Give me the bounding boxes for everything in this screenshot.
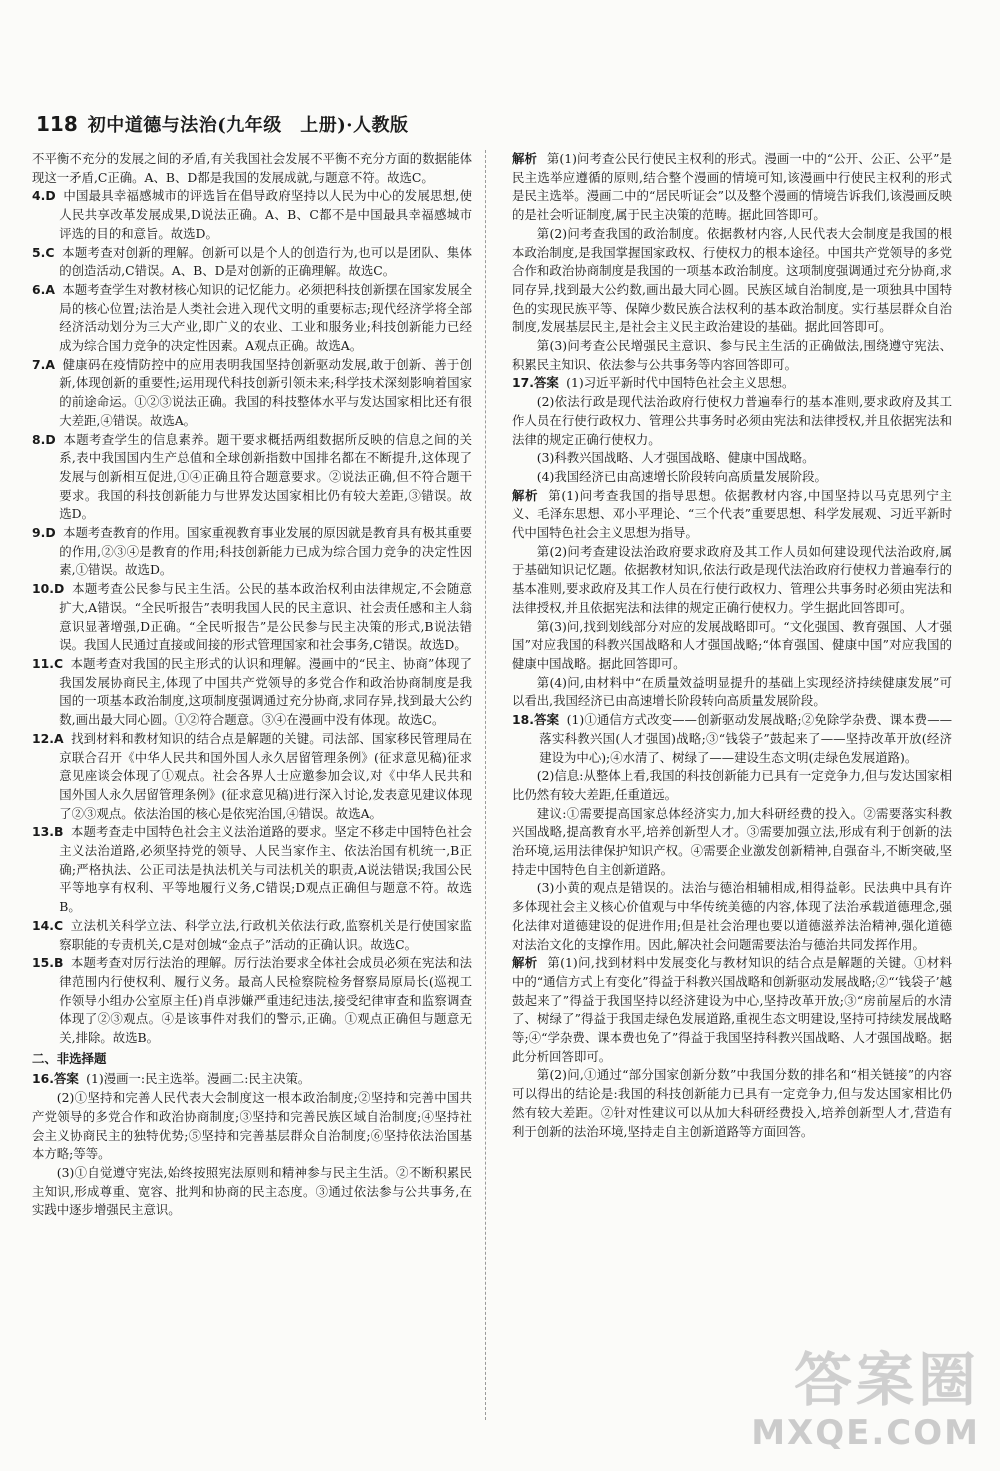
answer-item [32,356,472,431]
answer-paragraph: (2)①坚持和完善人民代表大会制度这一根本政治制度;②坚持和完善中国共产党领导的多党合作和政治协商制度;③坚持和完善民族区域自治制度;④坚持社会主义协商民主的独特优势;⑤坚持和完善基层群众自治制度;⑥坚持依法治国基本方略;等等。 [32,1090,472,1162]
analysis-text: 第(1)问考查公民行使民主权利的形式。漫画一中的“公开、公正、公平”是民主选举应遵循的原则,结合整个漫画的情境可知,该漫画中行使民主权利的形式是民主选举。漫画二中的“居民听证会”以及整个漫画的情境告诉我们,该漫画反映的是社会听证制度,属于民主决策的范畴。据此回答即可。 [512,151,952,223]
item-number: 18.答案 [512,712,560,728]
item-text: 立法机关科学立法、科学立法,行政机关依法行政,监察机关是行使国家监察职能的专责机关,C是对创城“金点子”活动的正确认识。故选C。 [59,917,472,952]
item-number: 9.D [32,525,56,541]
analysis-tag: 解析 [512,955,538,971]
book-title: 初中道德与法治(九年级 上册)·人教版 [87,115,409,136]
item-text: 本题考查对厉行法治的理解。厉行法治要求全体社会成员必须在宪法和法律范围内行使权利、履行义务。最高人民检察院检务督察局原局长(巡视工作领导小组办公室原主任)肖卓涉嫌严重违纪违法,接受纪律审查和监察调查体现了②③观点。④是该事件对我们的警示,正确。①观点正确但与题意无关,排除。故选B。 [59,955,472,1046]
item-text: 本题考查对我国的民主形式的认识和理解。漫画中的“民主、协商”体现了我国发展协商民主,体现了中国共产党领导的多党合作和政治协商制度是我国的一项基本政治制度,这项制度强调通过充分协商,求同存异,找到最大公约数,画出最大同心圆。①②符合题意。③④在漫画中没有体现。故选C。 [59,655,472,728]
right-column [512,150,952,1141]
item-text: 本题考查对创新的理解。创新可以是个人的创造行为,也可以是团队、集体的创造活动,C错误。A、B、D是对创新的正确理解。故选C。 [59,244,472,279]
answer-item [32,954,472,1048]
answer-item [32,281,472,356]
analysis-text: 第(1)问,找到材料中发展变化与教材知识的结合点是解题的关键。①材料中的“通信方式上有变化”得益于科教兴国战略和创新驱动发展战略;②“‘钱袋子’越鼓起来了”得益于我国坚持以经济建设为中心,坚持改革开放;③“房前屋后的水清了、树绿了”得益于我国走绿色发展道路,重视生态文明建设,坚持可持续发展战略等;④“学杂费、课本费也免了”得益于我国坚持科教兴国战略、人才强国战略。据此分析回答即可。 [512,955,952,1064]
answer-item [32,580,472,655]
item-text: (1)漫画一:民主选举。漫画二:民主决策。 [86,1071,311,1087]
analysis-tag: 解析 [512,487,539,503]
item-number: 17.答案 [512,375,559,391]
answer-item [32,917,472,954]
answer-paragraph: (3)小黄的观点是错误的。法治与德治相辅相成,相得益彰。民法典中具有许多体现社会主义核心价值观与中华传统美德的内容,体现了法治承载道德理念,强化法律对道德建设的促进作用;但是社会治理也要以道德滋养法治精神,强化道德对法治文化的支撑作用。因此,解决社会问题需要法治与德治共同发挥作用。 [512,880,952,952]
item-text: (1)①通信方式改变——创新驱动发展战略;②免除学杂费、课本费——落实科教兴国(人才强国)战略;③“钱袋子”鼓起来了——坚持改革开放(经济建设为中心);④水清了、树绿了——建设生态文明(走绿色发展道路)。 [539,712,952,765]
analysis-paragraph: 第(2)问考查我国的政治制度。依据教材内容,人民代表大会制度是我国的根本政治制度,是我国掌握国家政权、行使权力的根本途径。中国共产党领导的多党合作和政治协商制度是我国的一项基本政治制度。这项制度强调通过充分协商,求同存异,找到最大公约数,画出最大同心圆。民族区域自治制度,是一项独具中国特色的实现民族平等、保障少数民族合法权利的基本政治制度。实行基层群众自治制度,发展基层民主,是社会主义民主政治建设的基础。据此回答即可。 [512,225,952,335]
answer-item [32,730,472,824]
analysis-paragraph [512,487,952,543]
answer-item [32,823,472,917]
item-number: 7.A [32,356,55,372]
answer-item [32,244,472,281]
item-number: 15.B [32,955,64,971]
answer-paragraph: (2)信息:从整体上看,我国的科技创新能力已具有一定竞争力,但与发达国家相比仍然有较大差距,任重道远。 [512,768,952,802]
answer-paragraph: (2)依法行政是现代法治政府行使权力普遍奉行的基本准则,要求政府及其工作人员在行使行政权力、管理公共事务时必须由宪法和法律授权,并且依据宪法和法律的规定正确行使权力。 [512,394,952,447]
item-number: 14.C [32,917,64,933]
answer-item [32,524,472,580]
analysis-paragraph [512,954,952,1066]
answer-q17 [512,374,952,393]
answer-item [32,655,472,730]
page-number: 118 [36,112,78,136]
site-watermark [730,1347,980,1457]
item-number: 16.答案 [32,1071,79,1087]
item-text: 本题考查走中国特色社会主义法治道路的要求。坚定不移走中国特色社会主义法治道路,必须坚持党的领导、人民当家作主、依法治国有机统一,B正确;严格执法、公正司法是执法机关与司法机关的职责,A说法错误;我国公民平等地享有权利、平等地履行义务,C错误;D观点正确但与题意不符。故选B。 [59,824,472,915]
item-number: 10.D [32,581,65,597]
answer-item [32,431,472,525]
analysis-tag: 解析 [512,151,537,166]
item-text: 找到材料和教材知识的结合点是解题的关键。司法部、国家移民管理局在京联合召开《中华人民共和国外国人永久居留管理条例》(征求意见稿)征求意见座谈会体现了①观点。社会各界人士应邀参加会议,对《中华人民共和国外国人永久居留管理条例》(征求意见稿)进行深入讨论,发表意见建议体现了②③观点。依法治国的核心是依宪治国,④错误。故选A。 [59,730,472,821]
intro-paragraph: 不平衡不充分的发展之间的矛盾,有关我国社会发展不平衡不充分方面的数据能体现这一矛盾,C正确。A、B、D都是我国的发展成就,与题意不符。故选C。 [32,151,472,185]
watermark-logo: 答案圈 [793,1346,980,1414]
analysis-paragraph: 第(3)问考查公民增强民主意识、参与民主生活的正确做法,围绕遵守宪法、积累民主知识、依法参与公共事务等内容回答即可。 [512,338,952,372]
item-text: 本题考查教育的作用。国家重视教育事业发展的原因就是教育具有极其重要的作用,②③④是教育的作用;科技创新能力已成为综合国力竞争的决定性因素,①错误。故选D。 [59,525,472,578]
item-number: 4.D [32,188,56,204]
item-number: 6.A [32,281,55,297]
item-number: 12.A [32,730,64,746]
item-number: 8.D [32,431,56,447]
item-text: 健康码在疫情防控中的应用表明我国坚持创新驱动发展,敢于创新、善于创新,体现创新的重要性;运用现代科技创新引领未来;科学技术深刻影响着国家的前途命运。①②③说法正确。我国的科技整体水平与发达国家相比还有很大差距,④错误。故选A。 [59,356,472,428]
left-column [32,150,472,1220]
answer-paragraph: (3)科教兴国战略、人才强国战略、健康中国战略。 [536,450,815,466]
analysis-paragraph: 第(2)问考查建设法治政府要求政府及其工作人员如何建设现代法治政府,属于基础知识记忆题。依据教材知识,依法行政是现代法治政府行使权力普遍奉行的基本准则,要求政府及其工作人员在行使行政权力、管理公共事务时必须由宪法和法律授权,并且依据宪法和法律的规定正确行使权力。学生据此回答即可。 [512,543,952,615]
answer-q16 [32,1070,472,1089]
answer-paragraph: (4)我国经济已由高速增长阶段转向高质量发展阶段。 [536,468,827,484]
item-number: 13.B [32,824,64,840]
section-title: 二、非选择题 [32,1050,107,1066]
answer-paragraph: (3)①自觉遵守宪法,始终按照宪法原则和精神参与民主生活。②不断积累民主知识,形成尊重、宽容、批判和协商的民主态度。③通过依法参与公共事务,在实践中逐步增强民主意识。 [32,1164,472,1218]
analysis-paragraph: 第(3)问,找到划线部分对应的发展战略即可。“文化强国、教育强国、人才强国”对应我国的科教兴国战略和人才强国战略;“体育强国、健康中国”对应我国的健康中国战略。据此回答即可。 [512,618,952,671]
analysis-paragraph [512,150,952,225]
item-text: (1)习近平新时代中国特色社会主义思想。 [566,375,795,391]
watermark-url: MXQE.COM [751,1413,980,1453]
answer-item [32,187,472,243]
analysis-text: 第(1)问考查我国的指导思想。依据教材内容,中国坚持以马克思列宁主义、毛泽东思想、邓小平理论、“三个代表”重要思想、科学发展观、习近平新时代中国特色社会主义思想为指导。 [512,487,952,541]
answer-q18 [512,711,952,767]
answer-paragraph: 建议:①需要提高国家总体经济实力,加大科研经费的投入。②需要落实科教兴国战略,提高教育水平,培养创新型人才。③需要加强立法,形成有利于创新的法治环境,运用法律保护知识产权。④需要企业激发创新精神,自强奋斗,不断突破,坚持走中国特色自主创新道路。 [512,805,952,877]
item-text: 本题考查学生的信息素养。题干要求概括两组数据所反映的信息之间的关系,表中我国国内生产总值和全球创新指数中国排名都在不断提升,这体现了发展与创新相互促进,①④正确且符合题意要求。②说法正确,但不符合题干要求。我国的科技创新能力与世界发达国家相比仍有较大差距,③错误。故选D。 [59,431,472,522]
page-header [36,104,476,144]
analysis-paragraph: 第(2)问,①通过“部分国家创新分数”中我国分数的排名和“相关链接”的内容可以得出的结论是:我国的科技创新能力已具有一定竞争力,但与发达国家相比仍然有较大差距。②针对性建议可以从加大科研经费投入,培养创新型人才,营造有利于创新的法治环境,坚持走自主创新道路等方面回答。 [512,1067,952,1139]
item-text: 中国最具幸福感城市的评选旨在倡导政府坚持以人民为中心的发展思想,使人民共享改革发展成果,D说法正确。A、B、C都不是中国最具幸福感城市评选的目的和意旨。故选D。 [59,188,472,241]
item-number: 5.C [32,244,55,260]
column-divider [485,150,486,1420]
analysis-paragraph: 第(4)问,由材料中“在质量效益明显提升的基础上实现经济持续健康发展”可以看出,我国经济已由高速增长阶段转向高质量发展阶段。 [512,674,952,709]
item-number: 11.C [32,655,64,671]
item-text: 本题考查学生对教材核心知识的记忆能力。必须把科技创新摆在国家发展全局的核心位置;法治是人类社会进入现代文明的重要标志;现代经济学将全部经济活动划分为三大产业,即广义的农业、工业和服务业;科技创新能力已经成为综合国力竞争的决定性因素。A观点正确。故选A。 [59,281,472,354]
item-text: 本题考查公民参与民主生活。公民的基本政治权利由法律规定,不会随意扩大,A错误。“全民听报告”表明我国人民的民主意识、社会责任感和主人翁意识显著增强,D正确。“全民听报告”是公民参与民主决策的形式,B说法错误。我国人民通过直接或间接的形式管理国家和社会事务,C错误。故选D。 [59,581,472,653]
